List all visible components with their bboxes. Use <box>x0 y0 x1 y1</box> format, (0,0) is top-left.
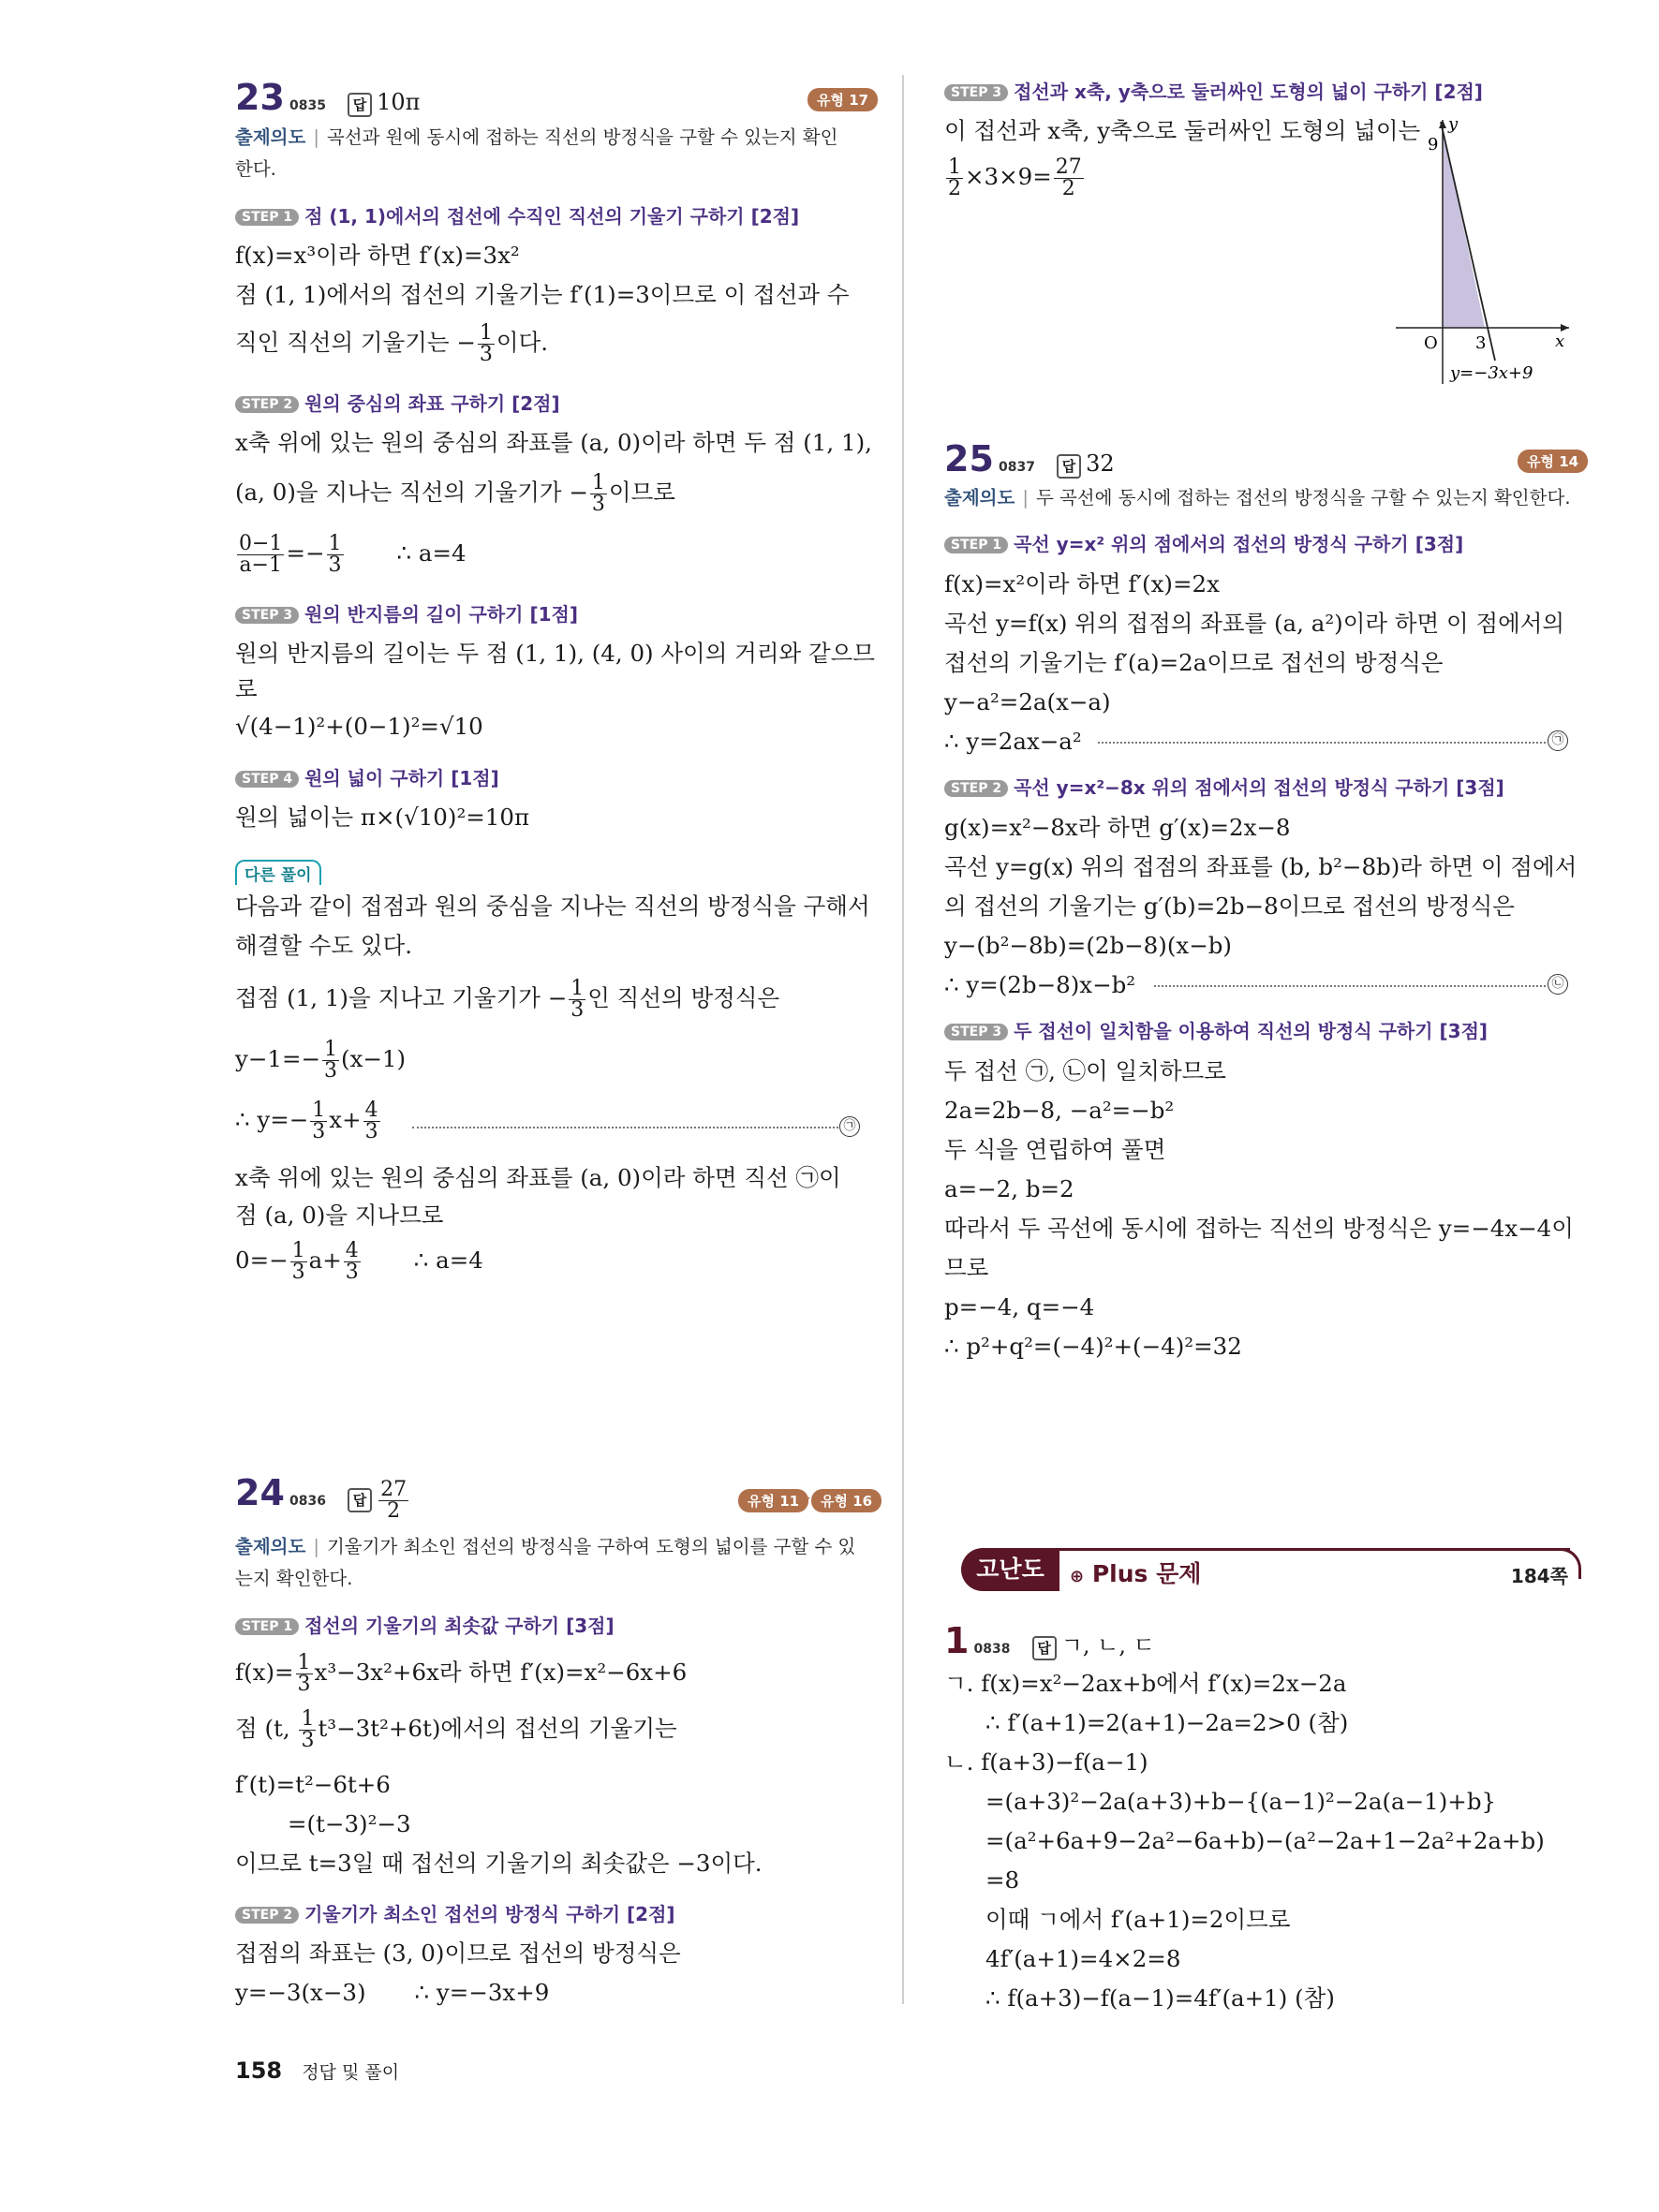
dotted-leader <box>1154 985 1546 987</box>
step-1-heading <box>235 201 799 229</box>
fraction <box>290 1241 307 1283</box>
answer-fraction <box>378 1480 408 1522</box>
fraction <box>1054 157 1084 199</box>
problem-intent: 출제의도 | 기울기가 최소인 접선의 방정식을 구하여 도형의 넓이를 구할 수 있 는지 확인한다. <box>235 1536 856 1589</box>
column-divider <box>902 75 904 2004</box>
text-line: =8 <box>985 1866 1020 1894</box>
problem-code: 0836 <box>289 1494 326 1509</box>
plus-icon: ⊕ <box>1070 1567 1085 1586</box>
problem-25-header <box>944 438 1115 479</box>
text-line: ㄱ. f(x)=x²−2ax+b에서 f′(x)=2x−2a <box>944 1670 1347 1697</box>
step-title: 두 접선이 일치함을 이용하여 직선의 방정식 구하기 [3점] <box>1014 1020 1489 1042</box>
intent-text-2: 는지 확인한다. <box>235 1568 353 1589</box>
text-span: 점 (t, <box>235 1715 298 1742</box>
text-span: 접점 (1, 1)을 지나고 기울기가 − <box>235 984 568 1011</box>
step-title: 접선과 x축, y축으로 둘러싸인 도형의 넓이 구하기 [2점] <box>1014 81 1483 103</box>
circled-marker: ㉠ <box>1548 730 1568 751</box>
text-line: ∴ p²+q²=(−4)²+(−4)²=32 <box>944 1333 1242 1360</box>
text-span: 이므로 <box>608 479 675 506</box>
denominator: 3 <box>291 1261 305 1284</box>
type-badge: 유형 11 <box>738 1489 808 1512</box>
text-line: ∴ f′(a+1)=2(a+1)−2a=2>0 (참) <box>985 1709 1349 1736</box>
type-badge: 유형 14 <box>1518 450 1588 473</box>
step-3-heading <box>944 77 1483 104</box>
text-line: f(x)=x²이라 하면 f′(x)=2x <box>944 570 1220 597</box>
numerator: 1 <box>312 1099 326 1122</box>
step-title: 원의 반지름의 길이 구하기 [1점] <box>304 603 578 626</box>
section-corner <box>1560 1548 1581 1579</box>
text-line: ㄴ. f(a+3)−f(a−1) <box>944 1748 1148 1776</box>
text-line <box>235 1709 677 1751</box>
problem-intent: 출제의도 | 두 곡선에 동시에 접하는 접선의 방정식을 구할 수 있는지 확인한다. <box>944 487 1571 509</box>
fraction <box>310 1100 327 1143</box>
step-title: 기울기가 최소인 접선의 방정식 구하기 [2점] <box>304 1903 675 1925</box>
text-line: 두 식을 연립하여 풀면 <box>944 1136 1166 1163</box>
step-tag: STEP 1 <box>944 537 1008 553</box>
type-badge: 유형 17 <box>807 88 878 111</box>
denominator: 2 <box>387 1499 401 1523</box>
section-title <box>1070 1556 1201 1589</box>
problem-number: 24 <box>235 1472 285 1513</box>
text-span: x³−3x²+6x라 하면 f′(x)=x²−6x+6 <box>314 1659 688 1686</box>
circled-marker: ㉡ <box>1548 974 1568 995</box>
text-line: 두 접선 ㉠, ㉡이 일치하므로 <box>944 1057 1226 1084</box>
text-span: ∴ y=− <box>235 1106 309 1133</box>
text-line: 접선의 기울기는 f′(a)=2a이므로 접선의 방정식은 <box>944 649 1444 676</box>
numerator: 1 <box>328 532 342 555</box>
numerator: 1 <box>591 471 605 494</box>
fraction <box>946 157 963 199</box>
text-span: x+ <box>329 1106 362 1133</box>
type-badge: 유형 16 <box>811 1489 881 1512</box>
text-line: 원의 반지름의 길이는 두 점 (1, 1), (4, 0) 사이의 거리와 같으므 <box>235 640 875 667</box>
intent-text-2: 한다. <box>235 158 276 180</box>
text-span: 직인 직선의 기울기는 − <box>235 329 476 356</box>
step-4-heading <box>235 763 499 790</box>
answer-value: 32 <box>1086 450 1115 477</box>
page-footer <box>235 2057 399 2084</box>
x-tick-label: 3 <box>1475 333 1487 353</box>
denominator: 3 <box>301 1729 315 1752</box>
text-line: 의 접선의 기울기는 g′(b)=2b−8이므로 접선의 방정식은 <box>944 892 1515 920</box>
footer-title: 정답 및 풀이 <box>302 2062 400 2083</box>
step-tag: STEP 2 <box>235 396 299 413</box>
text-line: x축 위에 있는 원의 중심의 좌표를 (a, 0)이라 하면 직선 ㉠이 <box>235 1164 841 1191</box>
text-line: 따라서 두 곡선에 동시에 접하는 직선의 방정식은 y=−4x−4이 <box>944 1215 1574 1242</box>
denominator: 3 <box>364 1120 378 1143</box>
numerator: 1 <box>297 1651 311 1674</box>
intent-text: 곡선과 원에 동시에 접하는 직선의 방정식을 구할 수 있는지 확인 <box>326 126 838 148</box>
text-line <box>235 323 548 365</box>
text-line: 점 (a, 0)을 지나므로 <box>235 1202 444 1229</box>
step-tag: STEP 3 <box>944 84 1008 101</box>
text-line <box>235 1040 406 1082</box>
page-number: 158 <box>235 2057 283 2084</box>
numerator: 4 <box>364 1099 378 1122</box>
fraction <box>296 1653 313 1695</box>
text-span: ×3×9= <box>965 163 1052 190</box>
text-line <box>235 979 779 1021</box>
denominator: 2 <box>1061 177 1075 200</box>
text-span: a+ <box>308 1246 342 1274</box>
problem-number: 23 <box>235 77 285 118</box>
text-line: 4f′(a+1)=4×2=8 <box>985 1945 1181 1972</box>
step-tag: STEP 4 <box>235 771 299 788</box>
numerator: 1 <box>291 1239 305 1262</box>
numerator: 1 <box>324 1038 338 1061</box>
text-line: 이므로 t=3일 때 접선의 기울기의 최솟값은 −3이다. <box>235 1850 763 1877</box>
y-tick-label: 9 <box>1428 135 1439 155</box>
problem-number: 1 <box>944 1620 970 1661</box>
text-line: 곡선 y=f(x) 위의 접점의 좌표를 (a, a²)이라 하면 이 점에서의 <box>944 610 1565 637</box>
numerator: 0−1 <box>239 532 283 555</box>
denominator: 3 <box>297 1673 311 1696</box>
step-1-heading <box>235 1611 615 1638</box>
text-line <box>235 1241 483 1283</box>
section-badge: 고난도 <box>961 1548 1059 1591</box>
dotted-leader <box>1098 742 1546 744</box>
step-2-heading <box>944 773 1504 800</box>
text-line: 원의 넓이는 π×(√10)²=10π <box>235 804 530 831</box>
y-axis-label: y <box>1448 114 1459 134</box>
intent-text: 두 곡선에 동시에 접하는 접선의 방정식을 구할 수 있는지 확인한다. <box>1035 487 1571 509</box>
section-title-text: Plus 문제 <box>1091 1560 1202 1587</box>
tangent-area-graph <box>1386 112 1574 393</box>
text-span: ∴ a=4 <box>396 539 467 567</box>
step-tag: STEP 2 <box>944 780 1008 797</box>
section-page-ref: 184쪽 <box>1510 1565 1568 1587</box>
numerator: 1 <box>301 1707 315 1731</box>
text-line: p=−4, q=−4 <box>944 1293 1095 1320</box>
text-span: f(x)= <box>235 1659 294 1686</box>
text-span: 이다. <box>496 329 549 356</box>
denominator: a−1 <box>239 553 282 577</box>
problem-code: 0838 <box>973 1642 1011 1657</box>
text-span: ∴ y=−3x+9 <box>414 1979 550 2006</box>
answer-icon: 답 <box>1032 1636 1057 1660</box>
step-3-heading <box>944 1016 1488 1043</box>
fraction <box>344 1241 361 1283</box>
denominator: 3 <box>324 1059 338 1083</box>
problem-1-header <box>944 1620 1155 1661</box>
text-span: (a, 0)을 지나는 직선의 기울기가 − <box>235 479 588 506</box>
text-line: f′(t)=t²−6t+6 <box>235 1771 391 1798</box>
text-line: =(t−3)²−3 <box>288 1810 411 1837</box>
text-line: f(x)=x³이라 하면 f′(x)=3x² <box>235 242 520 269</box>
intent-label: 출제의도 <box>235 126 306 148</box>
problem-code: 0837 <box>998 460 1035 475</box>
problem-24-header <box>235 1472 410 1522</box>
text-line: 2a=2b−8, −a²=−b² <box>944 1097 1175 1124</box>
step-title: 접선의 기울기의 최솟값 구하기 [3점] <box>304 1615 615 1637</box>
answer-value: ㄱ, ㄴ, ㄷ <box>1060 1632 1155 1659</box>
intent-text: 기울기가 최소인 접선의 방정식을 구하여 도형의 넓이를 구할 수 있 <box>326 1536 856 1557</box>
text-line: 접점의 좌표는 (3, 0)이므로 접선의 방정식은 <box>235 1939 681 1967</box>
fraction <box>322 1040 339 1082</box>
text-line: 이때 ㄱ에서 f′(a+1)=2이므로 <box>985 1906 1291 1933</box>
intent-label: 출제의도 <box>944 487 1015 509</box>
text-span: =− <box>286 539 325 567</box>
answer-value: 10π <box>377 89 421 115</box>
step-title: 점 (1, 1)에서의 접선에 수직인 직선의 기울기 구하기 [2점] <box>304 205 800 228</box>
problem-intent: 출제의도 | 곡선과 원에 동시에 접하는 직선의 방정식을 구할 수 있는지 확인 한다. <box>235 126 838 180</box>
text-line: x축 위에 있는 원의 중심의 좌표를 (a, 0)이라 하면 두 점 (1, 1), <box>235 429 872 456</box>
text-line <box>235 534 467 576</box>
step-title: 원의 넓이 구하기 [1점] <box>304 767 499 789</box>
text-span: ∴ a=4 <box>413 1246 483 1274</box>
fraction <box>327 534 344 576</box>
text-line: a=−2, b=2 <box>944 1175 1074 1202</box>
step-title: 곡선 y=x² 위의 점에서의 접선의 방정식 구하기 [3점] <box>1014 533 1464 555</box>
denominator: 3 <box>328 553 342 577</box>
step-tag: STEP 1 <box>235 1618 299 1635</box>
answer-icon: 답 <box>1057 454 1081 479</box>
step-1-heading <box>944 529 1463 556</box>
text-line: 해결할 수도 있다. <box>235 932 413 959</box>
x-axis-arrow <box>1561 324 1569 332</box>
problem-code: 0835 <box>289 98 326 113</box>
denominator: 3 <box>312 1120 326 1143</box>
problem-number: 25 <box>944 438 994 479</box>
text-line <box>944 157 1086 199</box>
text-line: ∴ y=(2b−8)x−b² <box>944 971 1136 998</box>
text-line: 므로 <box>944 1254 989 1281</box>
numerator: 1 <box>479 321 493 345</box>
advanced-section-header <box>961 1548 1589 1595</box>
denominator: 3 <box>591 493 605 516</box>
numerator: 4 <box>345 1239 359 1262</box>
text-span: (x−1) <box>341 1045 407 1072</box>
numerator: 27 <box>380 1478 407 1501</box>
text-line: 로 <box>235 675 258 702</box>
fraction <box>478 323 495 365</box>
text-line: g(x)=x²−8x라 하면 g′(x)=2x−8 <box>944 814 1291 841</box>
step-2-heading <box>235 1899 675 1926</box>
text-span: y=−3(x−3) <box>235 1979 366 2006</box>
step-tag: STEP 3 <box>944 1024 1008 1040</box>
text-line: 다음과 같이 접점과 원의 중심을 지나는 직선의 방정식을 구해서 <box>235 892 870 920</box>
text-line: y−(b²−8b)=(2b−8)(x−b) <box>944 932 1232 959</box>
step-tag: STEP 3 <box>235 607 299 624</box>
denominator: 3 <box>479 343 493 366</box>
fraction <box>363 1100 380 1143</box>
origin-label: O <box>1424 333 1438 353</box>
text-line: 이 접선과 x축, y축으로 둘러싸인 도형의 넓이는 <box>944 117 1421 144</box>
numerator: 27 <box>1055 155 1082 179</box>
step-title: 곡선 y=x²−8x 위의 점에서의 접선의 방정식 구하기 [3점] <box>1014 776 1504 799</box>
step-3-heading <box>235 599 578 627</box>
answer-icon: 답 <box>348 1488 372 1512</box>
numerator: 1 <box>570 977 585 1000</box>
problem-23-header <box>235 77 420 118</box>
text-line <box>235 473 675 515</box>
text-span: 인 직선의 방정식은 <box>587 984 780 1011</box>
text-line: =(a²+6a+9−2a²−6a+b)−(a²−2a+1−2a²+2a+b) <box>985 1827 1545 1854</box>
step-tag: STEP 2 <box>235 1907 299 1924</box>
x-axis-label: x <box>1555 332 1565 351</box>
answer-icon: 답 <box>348 93 372 117</box>
text-line: y−a²=2a(x−a) <box>944 688 1111 715</box>
denominator: 3 <box>570 998 585 1022</box>
alt-solution-label: 다른 풀이 <box>235 860 321 885</box>
text-line: 점 (1, 1)에서의 접선의 기울기는 f′(1)=3이므로 이 접선과 수 <box>235 281 850 308</box>
text-span: t³−3t²+6t)에서의 접선의 기울기는 <box>318 1715 677 1742</box>
fraction <box>569 979 585 1021</box>
text-line: ∴ f(a+3)−f(a−1)=4f′(a+1) (참) <box>985 1984 1335 2012</box>
text-line: √(4−1)²+(0−1)²=√10 <box>235 713 483 740</box>
text-line <box>235 1100 382 1143</box>
step-tag: STEP 1 <box>235 209 299 226</box>
intent-label: 출제의도 <box>235 1536 306 1557</box>
text-span: y−1=− <box>235 1045 321 1072</box>
text-line: 곡선 y=g(x) 위의 접점의 좌표를 (b, b²−8b)라 하면 이 점에서 <box>944 853 1578 880</box>
denominator: 2 <box>948 177 961 200</box>
text-line: =(a+3)²−2a(a+3)+b−{(a−1)²−2a(a−1)+b} <box>985 1788 1497 1815</box>
fraction <box>237 534 284 576</box>
denominator: 3 <box>345 1261 359 1284</box>
text-line <box>235 1653 687 1695</box>
plus-sign: + <box>800 1491 811 1506</box>
fraction <box>299 1709 316 1751</box>
step-title: 원의 중심의 좌표 구하기 [2점] <box>304 392 560 415</box>
text-span: 0=− <box>235 1246 289 1274</box>
fraction <box>590 473 607 515</box>
numerator: 1 <box>948 155 961 179</box>
step-2-heading <box>235 389 560 416</box>
line-label: y=−3x+9 <box>1450 363 1533 383</box>
text-line <box>235 1976 549 2010</box>
circled-marker: ㉠ <box>839 1116 860 1137</box>
text-line: ∴ y=2ax−a² <box>944 728 1082 755</box>
dotted-leader <box>412 1127 838 1128</box>
